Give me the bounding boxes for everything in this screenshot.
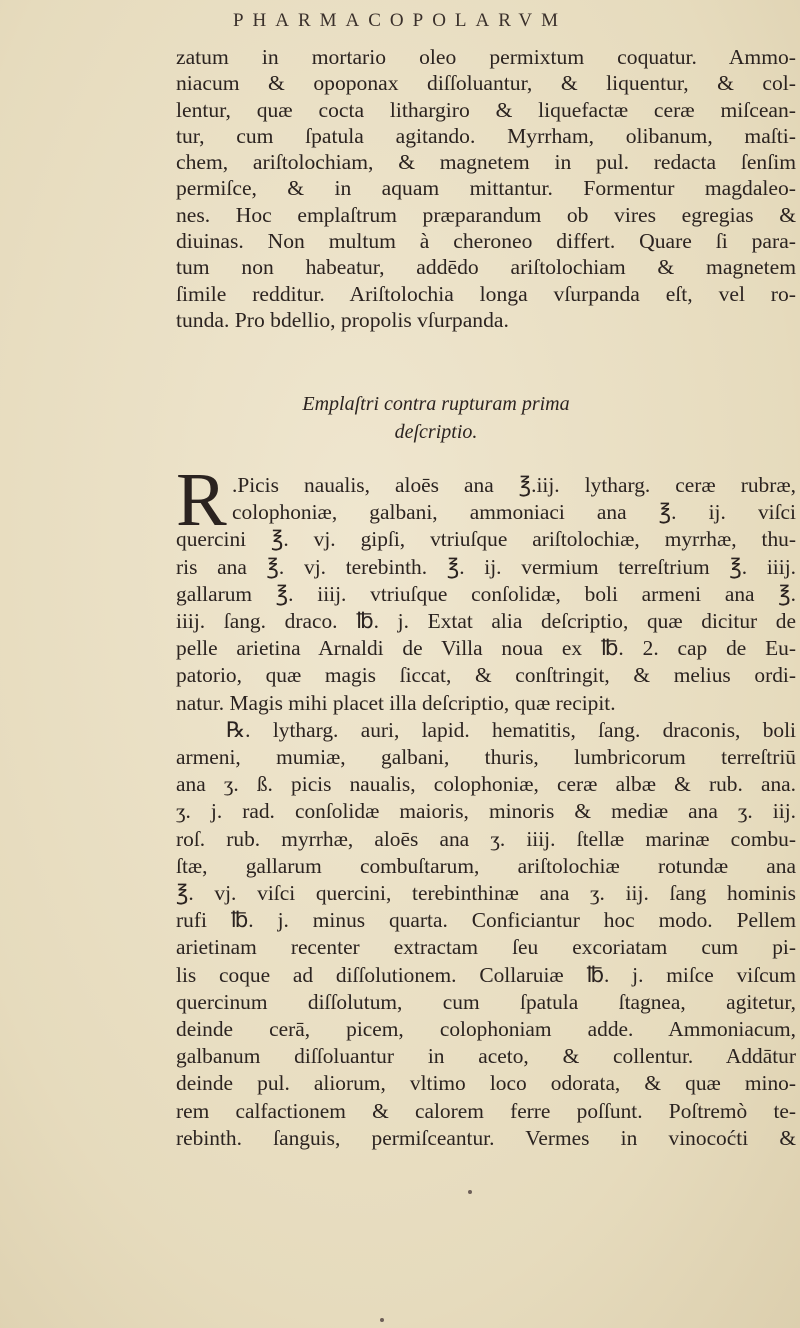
- text-line: .Picis naualis, aloēs ana ℥.iij. lytharg. ceræ rubræ,: [232, 473, 796, 497]
- text-line: rufi ℔. j. minus quarta. Conficiantur hoc modo. Pellem: [176, 908, 796, 933]
- text-line: ʒ. j. rad. conſolidæ maioris, minoris & mediæ ana ʒ. iij.: [176, 799, 796, 824]
- heading-line: deſcriptio.: [394, 421, 478, 443]
- text-line: deinde pul. aliorum, vltimo loco odorata, & quæ mino-: [176, 1071, 796, 1096]
- drop-cap: R: [176, 458, 227, 542]
- text-line: roſ. rub. myrrhæ, aloēs ana ʒ. iiij. ſtellæ marinæ combu-: [176, 826, 796, 851]
- text-line: iiij. ſang. draco. ℔. j. Extat alia deſcriptio, quæ dicitur de: [176, 609, 796, 634]
- text-line: permiſce, & in aquam mittantur. Formentur magdaleo-: [176, 176, 796, 201]
- text-line: deinde cerā, picem, colophoniam adde. Ammoniacum,: [176, 1017, 796, 1042]
- text-line: arietinam recenter extractam ſeu excoriatam cum pi-: [176, 935, 796, 960]
- section-heading: [176, 390, 696, 446]
- ink-speck: [380, 1318, 384, 1322]
- recipe-text: [176, 472, 796, 1152]
- text-line: ℥. vj. viſci quercini, terebinthinæ ana ʒ. iij. ſang hominis: [176, 881, 796, 906]
- ink-speck: [468, 1190, 472, 1194]
- paragraph-1: [176, 44, 796, 333]
- text-line: ℞. lytharg. auri, lapid. hematitis, ſang. draconis, boli: [226, 717, 796, 742]
- text-line: lentur, quæ cocta lithargiro & liquefactæ ceræ miſcean-: [176, 97, 796, 122]
- text-line: niacum & opoponax diſſoluantur, & liquentur, & col-: [176, 71, 796, 96]
- text-line: quercinum diſſolutum, cum ſpatula ſtagnea, agitetur,: [176, 989, 796, 1014]
- text-line: rebinth. ſanguis, permiſceantur. Vermes in vinocoćti &: [176, 1125, 796, 1150]
- text-line: gallarum ℥. iiij. vtriuſque conſolidæ, boli armeni ana ℥.: [176, 581, 796, 606]
- text-line: natur. Magis mihi placet illa deſcriptio, quæ recipit.: [176, 690, 616, 715]
- text-line: tur, cum ſpatula agitando. Myrrham, olibanum, maſti-: [176, 123, 796, 148]
- text-line: ſimile redditur. Ariſtolochia longa vſurpanda eſt, vel ro-: [176, 281, 796, 306]
- text-line: rem calfactionem & calorem ferre poſſunt. Poſtremò te-: [176, 1098, 796, 1123]
- text-line: diuinas. Non multum à cheroneo differt. Quare ſi para-: [176, 229, 796, 254]
- text-line: lis coque ad diſſolutionem. Collaruiæ ℔. j. miſce viſcum: [176, 962, 796, 987]
- text-line: chem, ariſtolochiam, & magnetem in pul. redacta ſenſim: [176, 150, 796, 175]
- text-line: armeni, mumiæ, galbani, thuris, lumbricorum terreſtriū: [176, 745, 796, 770]
- text-line: galbanum diſſoluantur in aceto, & collentur. Addātur: [176, 1044, 796, 1069]
- text-line: ana ʒ. ß. picis naualis, colophoniæ, ceræ albæ & rub. ana.: [176, 772, 796, 797]
- text-line: colophoniæ, galbani, ammoniaci ana ℥. ij. viſci: [232, 500, 796, 525]
- text-line: nes. Hoc emplaſtrum præparandum ob vires egregias &: [176, 202, 796, 227]
- heading-line: Emplaſtri contra rupturam prima: [302, 393, 570, 415]
- text-line: ſtæ, gallarum combuſtarum, ariſtolochiæ rotundæ ana: [176, 853, 796, 878]
- text-line: pelle arietina Arnaldi de Villa noua ex ℔. 2. cap de Eu-: [176, 636, 796, 661]
- running-head: PHARMACOPOLARVM: [232, 10, 568, 31]
- text-line: tunda. Pro bdellio, propolis vſurpanda.: [176, 307, 509, 332]
- text-line: patorio, quæ magis ſiccat, & conſtringit, & melius ordi-: [176, 663, 796, 688]
- text-line: ris ana ℥. vj. terebinth. ℥. ij. vermium terreſtrium ℥. iiij.: [176, 554, 796, 579]
- text-line: tum non habeatur, addēdo ariſtolochiam & magnetem: [176, 255, 796, 280]
- text-line: quercini ℥. vj. gipſi, vtriuſque ariſtolochiæ, myrrhæ, thu-: [176, 527, 796, 552]
- text-line: zatum in mortario oleo permixtum coquatur. Ammo-: [176, 45, 796, 69]
